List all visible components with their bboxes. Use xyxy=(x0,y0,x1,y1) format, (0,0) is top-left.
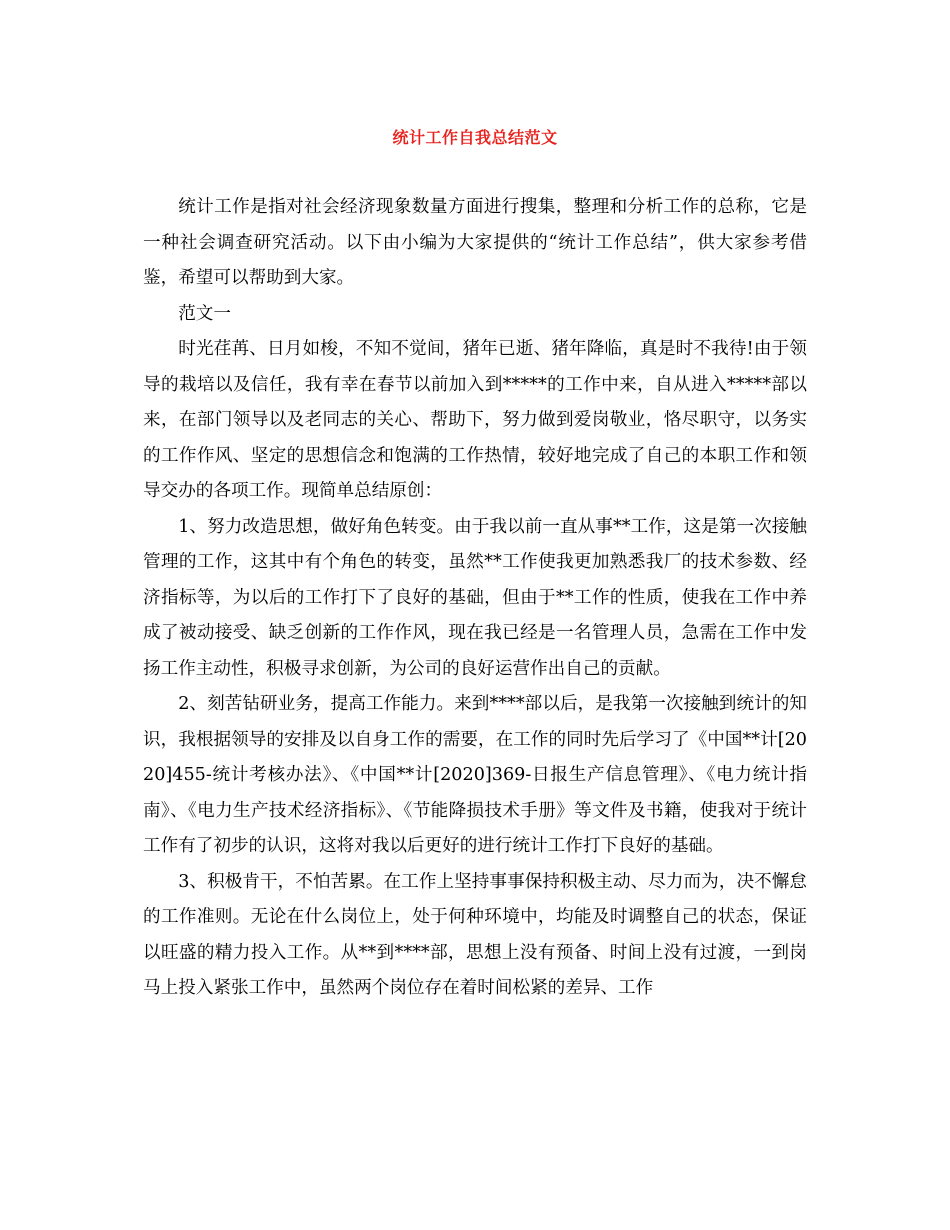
body-paragraph: 1、努力改造思想，做好角色转变。由于我以前一直从事**工作，这是第一次接触管理的工作，这其中有个角色的转变，虽然**工作使我更加熟悉我厂的技术参数、经济指标等，为以后的工作打下了良好的基础，但由于**工作的性质，使我在工作中养成了被动接受、缺乏创新的工作作风，现在我已经是一名管理人员，急需在工作中发扬工作主动性，积极寻求创新，为公司的良好运营作出自己的贡献。 xyxy=(143,516,807,679)
document-body xyxy=(143,190,807,1007)
body-paragraph: 3、积极肯干，不怕苦累。在工作上坚持事事保持积极主动、尽力而为，决不懈怠的工作准则。无论在什么岗位上，处于何种环境中，均能及时调整自己的状态，保证以旺盛的精力投入工作。从**到****部，思想上没有预备、时间上没有过渡，一到岗马上投入紧张工作中，虽然两个岗位存在着时间松紧的差异、工作 xyxy=(143,871,807,998)
body-paragraph: 2、刻苦钻研业务，提高工作能力。来到****部以后，是我第一次接触到统计的知识，我根据领导的安排及以自身工作的需要，在工作的同时先后学习了《中国**计[2020]455-统计考核办法》、《中国**计[2020]369-日报生产信息管理》、《电力统计指南》、《电力生产技术经济指标》、《节能降损技术手册》等文件及书籍，使我对于统计工作有了初步的认识，这将对我以后更好的进行统计工作打下良好的基础。 xyxy=(143,694,807,856)
intro-paragraph: 统计工作是指对社会经济现象数量方面进行搜集，整理和分析工作的总称，它是一种社会调查研究活动。以下由小编为大家提供的“统计工作总结”，供大家参考借鉴，希望可以帮助到大家。 xyxy=(143,197,807,288)
section-heading-sample-one: 范文一 xyxy=(178,303,231,324)
document-title: 统计工作自我总结范文 xyxy=(392,128,558,147)
body-paragraph: 时光荏苒、日月如梭，不知不觉间，猪年已逝、猪年降临，真是时不我待!由于领导的栽培以及信任，我有幸在春节以前加入到*****的工作中来，自从进入*****部以来，在部门领导以及老同志的关心、帮助下，努力做到爱岗敬业，恪尽职守，以务实的工作作风、坚定的思想信念和饱满的工作热情，较好地完成了自己的本职工作和领导交办的各项工作。现简单总结原创： xyxy=(143,339,807,501)
